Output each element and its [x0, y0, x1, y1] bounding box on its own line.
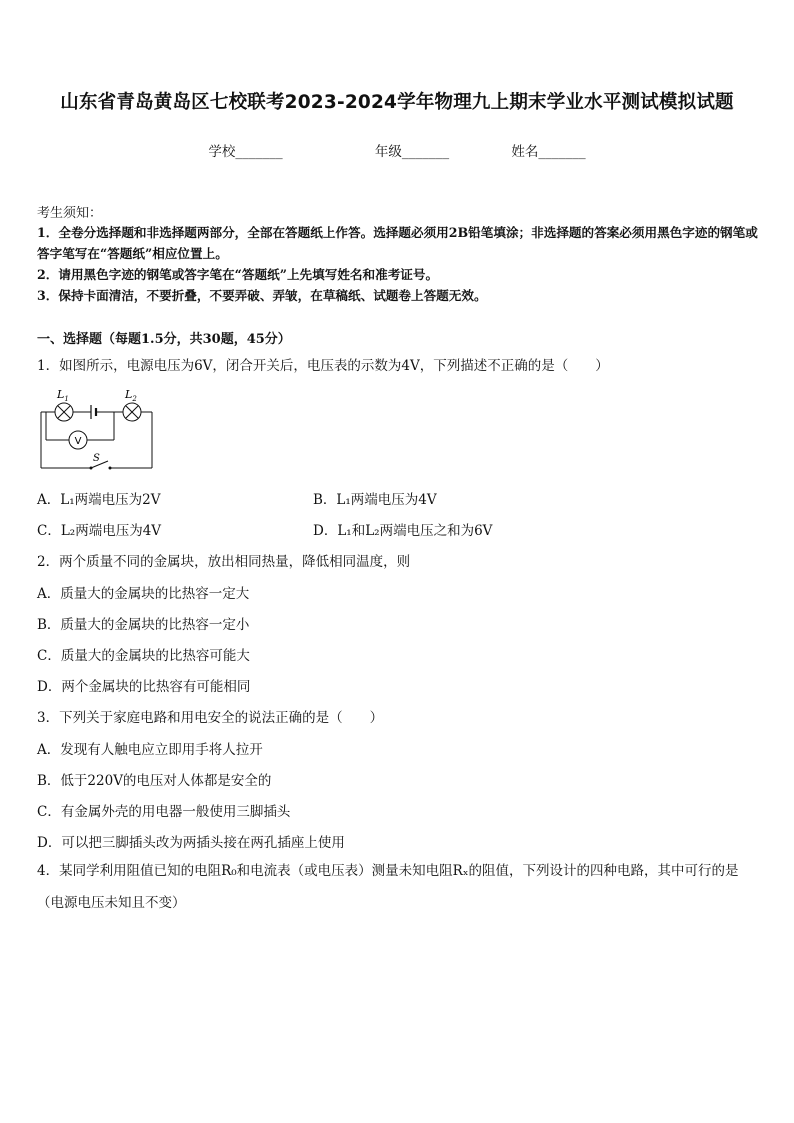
question-1-stem: 1．如图所示，电源电压为6V，闭合开关后，电压表的示数为4V，下列描述不正确的是（ ） — [37, 358, 609, 374]
q3-option-b[interactable]: B．低于220V的电压对人体都是安全的 — [37, 773, 272, 789]
q1-option-c[interactable]: C．L₂两端电压为4V — [37, 523, 162, 539]
notice-item-1: 1．全卷分选择题和非选择题两部分，全部在答题纸上作答。选择题必须用2B铅笔填涂；非选择题的答案必须用黑色字迹的钢笔或答字笔写在“答题纸”相应位置上。 — [37, 225, 758, 261]
q3-option-a[interactable]: A．发现有人触电应立即用手将人拉开 — [37, 742, 263, 758]
l2-label: $L_2$ — [125, 388, 137, 403]
voltmeter-icon — [69, 431, 87, 449]
school-field[interactable]: 学校_______ — [208, 144, 283, 160]
voltmeter-label: V — [74, 436, 82, 447]
student-info — [0, 140, 794, 160]
q2-option-c[interactable]: C．质量大的金属块的比热容可能大 — [37, 648, 250, 664]
lamp-l2-icon — [123, 403, 141, 421]
section-heading: 一、选择题（每题1.5分，共30题，45分） — [37, 332, 291, 347]
lamp-l1-icon — [55, 403, 73, 421]
q2-option-d[interactable]: D．两个金属块的比热容有可能相同 — [37, 679, 251, 695]
circuit-diagram — [38, 384, 158, 474]
question-2-stem: 2．两个质量不同的金属块，放出相同热量，降低相同温度，则 — [37, 554, 411, 570]
notice-title: 考生须知： — [37, 206, 103, 221]
q3-option-d[interactable]: D．可以把三脚插头改为两插头接在两孔插座上使用 — [37, 835, 345, 851]
page-title: 山东省青岛黄岛区七校联考2023-2024学年物理九上期末学业水平测试模拟试题 — [60, 92, 734, 113]
q1-option-a[interactable]: A．L₁两端电压为2V — [37, 492, 161, 508]
switch-contact-left — [90, 467, 93, 470]
name-field[interactable]: 姓名_______ — [511, 144, 586, 160]
q1-option-b[interactable]: B．L₁两端电压为4V — [313, 492, 437, 508]
switch-label: S — [93, 453, 100, 464]
q2-option-b[interactable]: B．质量大的金属块的比热容一定小 — [37, 617, 250, 633]
notice-item-3: 3．保持卡面清洁，不要折叠，不要弄破、弄皱，在草稿纸、试题卷上答题无效。 — [37, 288, 487, 303]
notice-item-2: 2．请用黑色字迹的钢笔或答字笔在“答题纸”上先填写姓名和准考证号。 — [37, 267, 439, 282]
q1-option-d[interactable]: D．L₁和L₂两端电压之和为6V — [313, 523, 493, 539]
q2-option-a[interactable]: A．质量大的金属块的比热容一定大 — [37, 586, 250, 602]
q3-option-c[interactable]: C．有金属外壳的用电器一般使用三脚插头 — [37, 804, 291, 820]
switch-contact-right — [109, 467, 112, 470]
question-4-stem: 4．某同学利用阻值已知的电阻R₀和电流表（或电压表）测量未知电阻Rₓ的阻值，下列设计的四种电路，其中可行的是（电源电压未知且不变） — [37, 863, 739, 911]
l1-label: $L_1$ — [57, 388, 69, 403]
question-3-stem: 3．下列关于家庭电路和用电安全的说法正确的是（ ） — [37, 710, 384, 726]
grade-field[interactable]: 年级_______ — [374, 144, 450, 160]
